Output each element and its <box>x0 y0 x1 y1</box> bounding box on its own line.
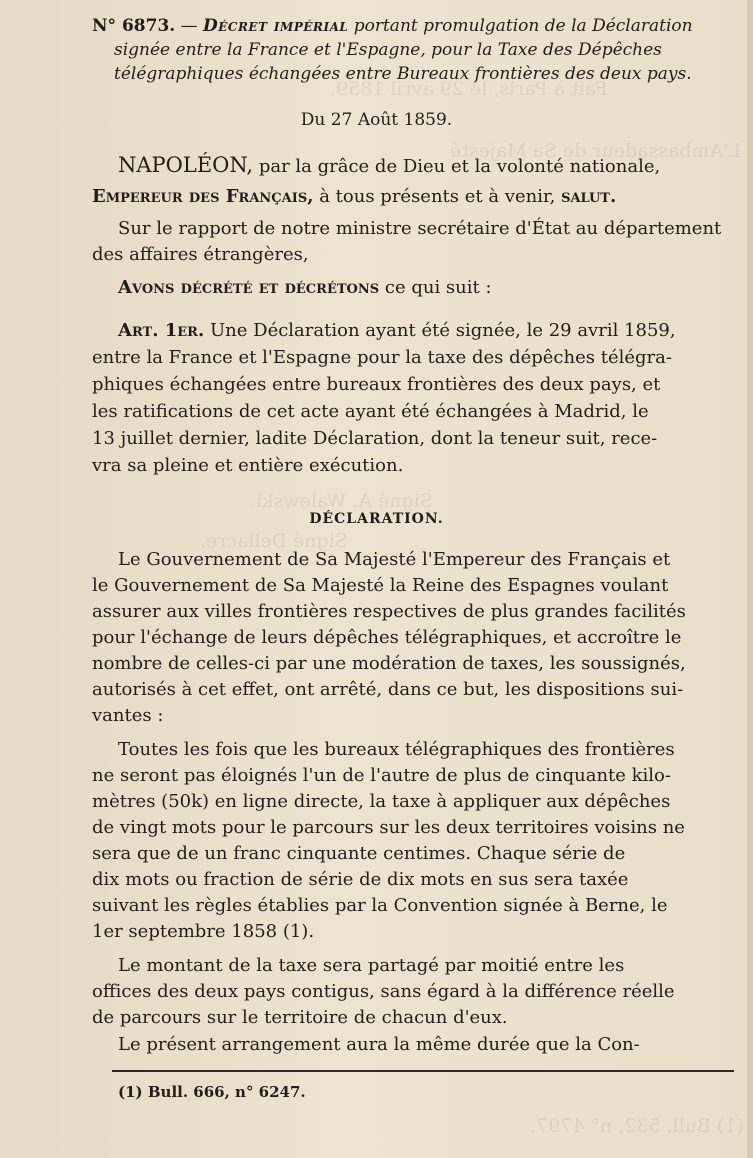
declaration-line: suivant les règles établies par la Convention signée à Berne, le <box>92 895 668 916</box>
declaration-line: 1er septembre 1858 (1). <box>92 921 315 942</box>
declaration-line: Le présent arrangement aura la même durée que la Con- <box>118 1034 640 1055</box>
declaration-paragraph-4 <box>92 1032 732 1058</box>
bleed-through-text: Signé A. Walewski. <box>250 490 433 512</box>
bleed-through-text: (1) Bull. 532, n° 4797. <box>530 1115 744 1137</box>
article-line6: vra sa pleine et entière exécution. <box>92 455 404 476</box>
bleed-through-text: Signé Dellacre. <box>200 530 348 552</box>
bleed-through-text: Fait à Paris, le 29 avril 1859. <box>330 78 608 100</box>
avons-paragraph <box>92 275 732 301</box>
avons-label: Avons décrété et décrétons <box>118 277 380 298</box>
emperor-name: NAPOLÉON, <box>118 153 254 177</box>
declaration-line: de parcours sur le territoire de chacun d'eux. <box>92 1007 508 1028</box>
declaration-line: pour l'échange de leurs dépêches télégraphiques, et accroître le <box>92 627 682 648</box>
declaration-line: Le Gouvernement de Sa Majesté l'Empereur des Français et <box>118 549 671 570</box>
decree-number: N° 6873. <box>92 16 176 36</box>
declaration-line: nombre de celles-ci par une modération de taxes, les soussignés, <box>92 653 686 674</box>
rapport-line1: Sur le rapport de notre ministre secrétaire d'État au département <box>118 218 722 239</box>
declaration-line: ne seront pas éloignés l'un de l'autre de plus de cinquante kilo- <box>92 765 671 786</box>
avons-rest: ce qui suit : <box>384 277 492 298</box>
declaration-line: le Gouvernement de Sa Majesté la Reine des Espagnes voulant <box>92 575 669 596</box>
decree-date: Du 27 Août 1859. <box>300 110 453 130</box>
declaration-line: dix mots ou fraction de série de dix mots en sus sera taxée <box>92 869 629 890</box>
declaration-title: DÉCLARATION. <box>309 511 444 527</box>
rapport-paragraph <box>92 216 732 268</box>
article-line2: entre la France et l'Espagne pour la taxe des dépêches télégra- <box>92 347 672 368</box>
declaration-line: Toutes les fois que les bureaux télégraphiques des frontières <box>118 739 675 760</box>
declaration-paragraph-3 <box>92 953 732 1031</box>
page-edge <box>747 0 753 1158</box>
article-line4: les ratifications de cet acte ayant été échangées à Madrid, le <box>92 401 649 422</box>
decree-heading <box>92 14 732 86</box>
heading-line1: portant promulgation de la Déclaration <box>353 16 693 36</box>
declaration-paragraph-2 <box>92 737 732 945</box>
decree-label: Décret impérial <box>203 16 349 36</box>
heading-dash: — <box>180 16 198 36</box>
rapport-line2: des affaires étrangères, <box>92 244 309 265</box>
declaration-line: mètres (50k) en ligne directe, la taxe à appliquer aux dépêches <box>92 791 671 812</box>
footnote: (1) Bull. 666, n° 6247. <box>118 1083 306 1101</box>
heading-line2: signée entre la France et l'Espagne, pour la Taxe des Dépêches <box>114 40 662 60</box>
declaration-line: autorisés à cet effet, ont arrêté, dans ce but, les dispositions sui- <box>92 679 684 700</box>
declaration-line: Le montant de la taxe sera partagé par moitié entre les <box>118 955 625 976</box>
bleed-through-text: L'Ambassadeur de Sa Majesté <box>450 140 742 162</box>
declaration-line: offices des deux pays contigus, sans égard à la différence réelle <box>92 981 675 1002</box>
declaration-line: assurer aux villes frontières respectives de plus grandes facilités <box>92 601 686 622</box>
article-1 <box>92 317 732 479</box>
article-line5: 13 juillet dernier, ladite Déclaration, dont la teneur suit, rece- <box>92 428 658 449</box>
footnote-rule <box>112 1070 734 1072</box>
heading-line3: télégraphiques échangées entre Bureaux frontières des deux pays. <box>114 64 692 84</box>
declaration-paragraph-1 <box>92 547 732 729</box>
declaration-line: de vingt mots pour le parcours sur les deux territoires voisins ne <box>92 817 685 838</box>
declaration-line: sera que de un franc cinquante centimes. Chaque série de <box>92 843 626 864</box>
emperor-title: Empereur des Français, <box>92 186 314 207</box>
preamble-line2: à tous présents et à venir, <box>319 186 556 207</box>
article-label: Art. 1er. <box>118 320 205 341</box>
preamble-line1: par la grâce de Dieu et la volonté nationale, <box>258 156 661 177</box>
salut: salut. <box>561 186 617 207</box>
preamble <box>92 150 732 212</box>
declaration-line: vantes : <box>92 705 164 726</box>
article-line1: Une Déclaration ayant été signée, le 29 avril 1859, <box>210 320 676 341</box>
article-line3: phiques échangées entre bureaux frontières des deux pays, et <box>92 374 661 395</box>
